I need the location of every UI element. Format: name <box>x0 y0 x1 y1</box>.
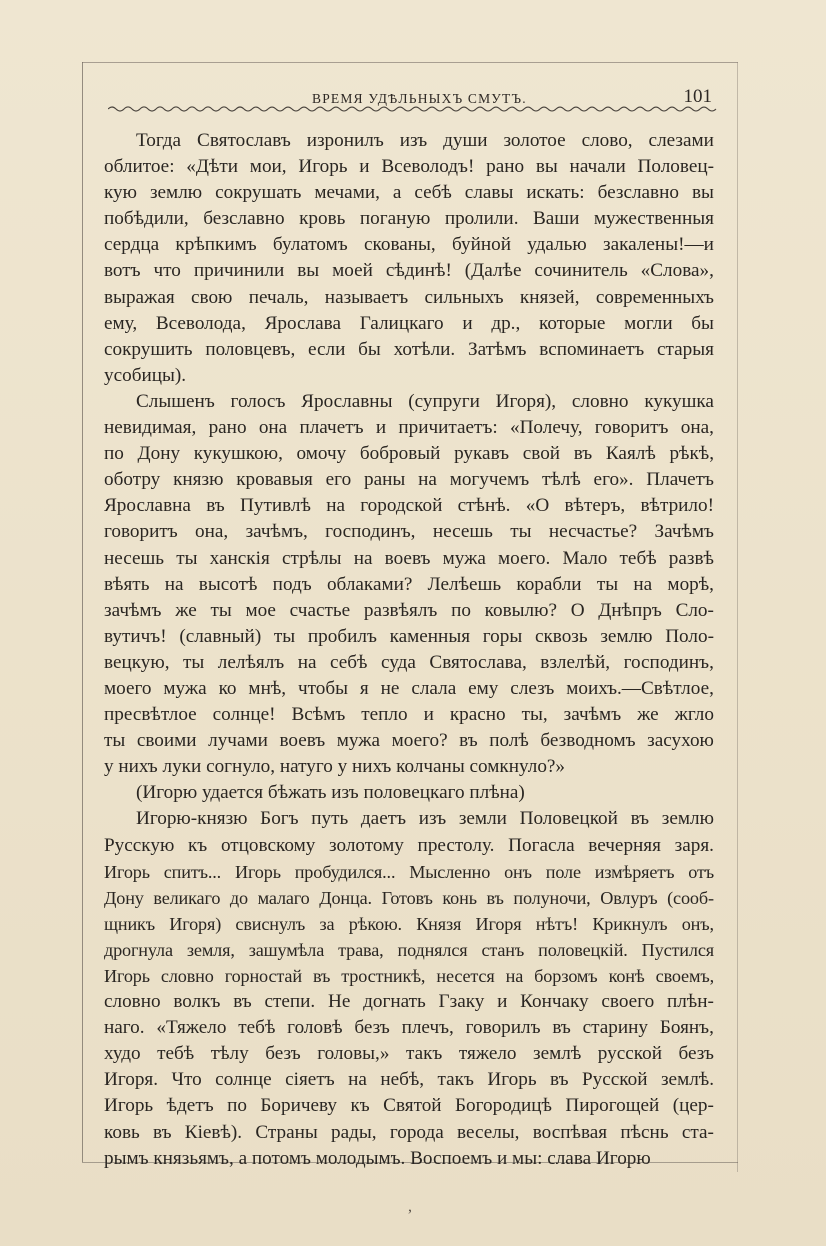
text-line: оботру князю кровавыя его раны на могучемъ тѣлѣ его». Плачетъ <box>104 469 714 491</box>
text-line: выражая свою печаль, называетъ сильныхъ князей, современныхъ <box>104 286 714 308</box>
text-line: Тогда Святославъ изронилъ изъ души золотое слово, слезами <box>136 130 714 151</box>
text-line: сокрушить половцевъ, если бы хотѣли. Затѣмъ вспоминаетъ старыя <box>104 338 714 360</box>
text-line: сердца крѣпкимъ булатомъ скованы, буйной удалью закалены!—и <box>104 234 714 256</box>
text-line: Ярославна въ Путивлѣ на городской стѣнѣ. «О вѣтеръ, вѣтрило! <box>104 495 714 517</box>
text-line: несешь ты ханскія стрѣлы на воевъ мужа моего. Мало тебѣ развѣ <box>104 547 714 569</box>
text-line: пресвѣтлое солнце! Всѣмъ тепло и красно ты, зачѣмъ же жгло <box>104 704 714 726</box>
text-line: ему, Всеволода, Ярослава Галицкаго и др., которые могли бы <box>104 312 714 334</box>
text-line: кую землю сокрушать мечами, а себѣ славы искать: безславно вы <box>104 182 714 204</box>
text-line: невидимая, рано она плачетъ и причитаетъ: «Полечу, говоритъ она, <box>104 417 714 439</box>
text-line: худо тебѣ тѣлу безъ головы,» такъ тяжело землѣ русской безъ <box>104 1043 714 1065</box>
text-line: усобицы). <box>104 364 187 386</box>
running-head: ВРЕМЯ УДѢЛЬНЫХЪ СМУТЪ. <box>312 91 527 106</box>
text-line: ты своими лучами воевъ мужа моего? въ полѣ безводномъ засухою <box>104 730 714 752</box>
text-line: словно волкъ въ степи. Не догнать Гзаку и Кончаку своего плѣн- <box>104 991 714 1013</box>
text-line: ковь въ Кіевѣ). Страны рады, города веселы, воспѣвая пѣснь ста- <box>104 1121 714 1143</box>
text-line: по Дону кукушкою, омочу бобровый рукавъ свой въ Каялѣ рѣкѣ, <box>104 443 714 465</box>
text-line: Русскую къ отцовскому золотому престолу. Погасла вечерняя заря. <box>104 834 714 856</box>
text-line: вотъ что причинили вы моей сѣдинѣ! (Далѣе сочинитель «Слова», <box>104 260 714 282</box>
text-line: у нихъ луки согнуло, натуго у нихъ колчаны сомкнуло?» <box>104 756 566 778</box>
text-line: рымъ князьямъ, а потомъ молодымъ. Воспоемъ и мы: слава Игорю <box>104 1147 651 1169</box>
body-text <box>104 128 714 1172</box>
text-line: Игорю-князю Богъ путь даетъ изъ земли Половецкой въ землю <box>136 808 714 830</box>
paper-speck: , <box>408 1198 412 1215</box>
text-line: Игоря. Что солнце сіяетъ на небѣ, такъ Игорь въ Русской землѣ. <box>104 1069 714 1091</box>
text-line: Слышенъ голосъ Ярославны (супруги Игоря), словно кукушка <box>136 390 714 412</box>
text-line: зачѣмъ же ты мое счастье развѣялъ по ковылю? О Днѣпръ Сло- <box>104 599 714 621</box>
text-line: вѣять на высотѣ подъ облаками? Лелѣешь корабли ты на морѣ, <box>104 573 714 595</box>
text-line: щникъ Игоря) свиснулъ за рѣкою. Князя Игоря нѣтъ! Крикнулъ онъ, <box>104 913 714 934</box>
text-line: побѣдили, безславно кровь поганую пролили. Ваши мужественныя <box>104 208 714 230</box>
ornamental-divider <box>108 102 720 116</box>
text-line: Дону великаго до малаго Донца. Готовъ конь въ полуночи, Овлуръ (сооб- <box>104 887 714 908</box>
text-line: наго. «Тяжело тебѣ головѣ безъ плечъ, говорилъ въ старину Боянъ, <box>104 1017 714 1039</box>
text-line: вецкую, ты лелѣялъ на себѣ суда Святослава, взлелѣй, господинъ, <box>104 651 714 673</box>
frame-rule-top <box>82 62 738 63</box>
text-line: Игорь словно горностай въ тростникѣ, несется на борзомъ конѣ своемъ, <box>104 966 714 986</box>
text-line: дрогнула земля, зашумѣла трава, поднялся станъ половецкій. Пустился <box>104 939 714 960</box>
text-line: облитое: «Дѣти мои, Игорь и Всеволодъ! рано вы начали Половец- <box>104 156 714 178</box>
text-line: Игорь спитъ... Игорь пробудился... Мысленно онъ поле измѣряетъ отъ <box>104 861 714 882</box>
frame-rule-right <box>737 62 738 1172</box>
section-heading: (Игорю удается бѣжать изъ половецкаго плѣна) <box>136 782 525 804</box>
text-line: вутичъ! (славный) ты пробилъ каменныя горы сквозь землю Поло- <box>104 625 714 647</box>
text-line: моего мужа ко мнѣ, чтобы я не слала ему слезъ моихъ.—Свѣтлое, <box>104 677 714 699</box>
text-line: Игорь ѣдетъ по Боричеву къ Святой Богородицѣ Пирогощей (цер- <box>104 1095 714 1117</box>
frame-rule-left <box>82 62 83 1162</box>
text-line: говоритъ она, зачѣмъ, господинъ, несешь ты несчастье? Зачѣмъ <box>104 521 714 543</box>
page-number: 101 <box>683 86 712 107</box>
